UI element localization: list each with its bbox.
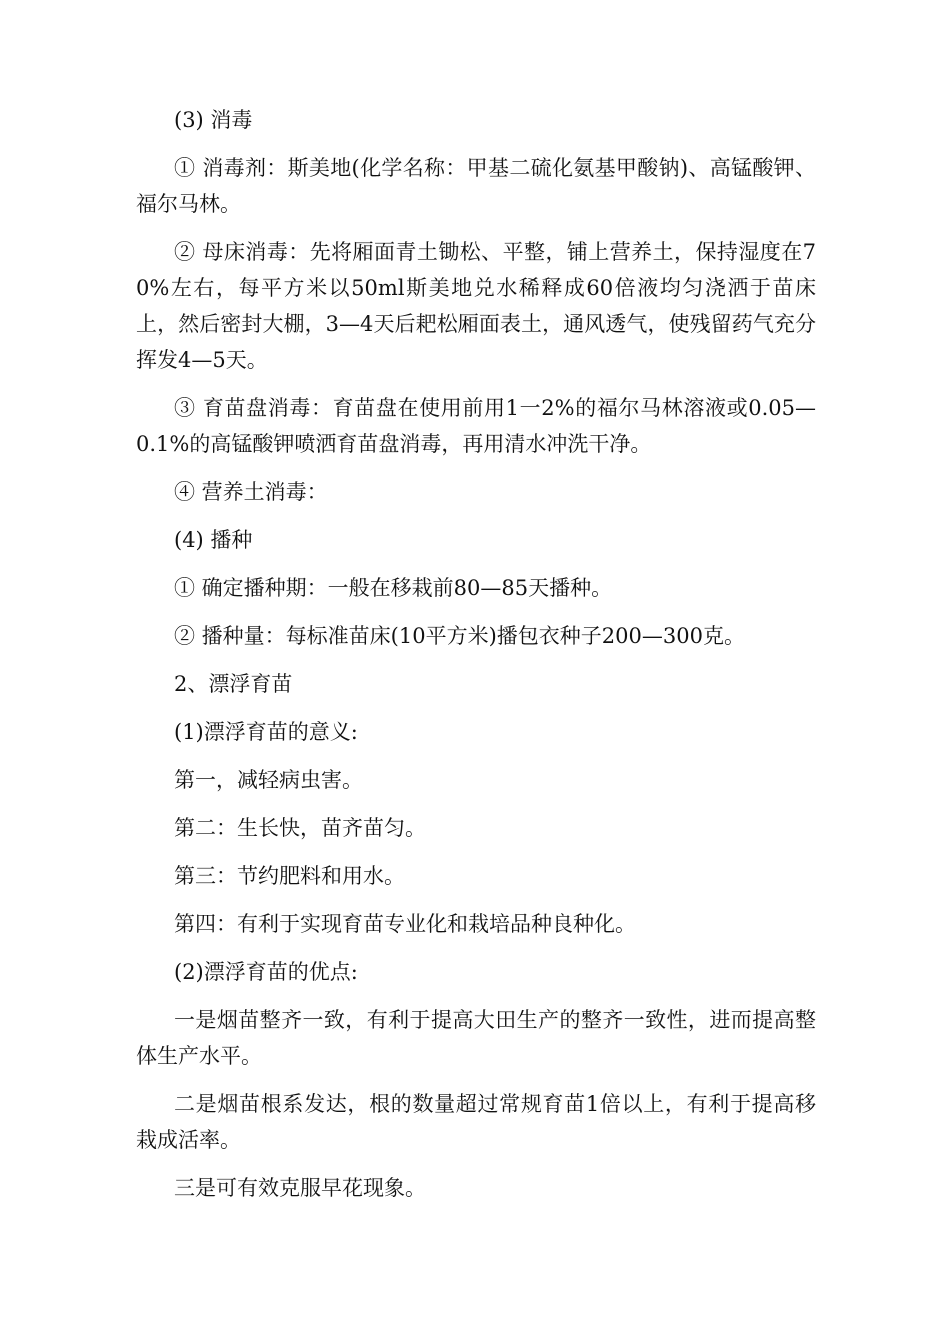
paragraph-sowing-amount: ② 播种量：每标准苗床(10平方米)播包衣种子200—300克。 — [174, 624, 745, 648]
document-body — [136, 102, 816, 1218]
subheading-advantages: (2)漂浮育苗的优点: — [174, 960, 358, 984]
paragraph-bed-disinfection: ② 母床消毒：先将厢面青土锄松、平整，铺上营养土，保持湿度在70%左右，每平方米以50ml斯美地兑水稀释成60倍液均匀浇洒于苗床上，然后密封大棚，3—4天后耙松厢面表土，通风透气，使残留药气充分挥发4—5天。 — [136, 240, 816, 372]
paragraph-sowing-period: ① 确定播种期：一般在移栽前80—85天播种。 — [174, 576, 613, 600]
paragraph-tray-disinfection: ③ 育苗盘消毒：育苗盘在使用前用1一2%的福尔马林溶液或0.05—0.1%的高锰酸钾喷洒育苗盘消毒，再用清水冲洗干净。 — [136, 396, 816, 456]
section-heading-disinfection: (3) 消毒 — [174, 108, 253, 132]
paragraph-disinfectant: ① 消毒剂：斯美地(化学名称：甲基二硫化氨基甲酸钠)、高锰酸钾、福尔马林。 — [136, 156, 816, 216]
list-item-third: 第三：节约肥料和用水。 — [174, 864, 405, 888]
subheading-significance: (1)漂浮育苗的意义: — [174, 720, 358, 744]
advantage-one: 一是烟苗整齐一致，有利于提高大田生产的整齐一致性，进而提高整体生产水平。 — [136, 1008, 816, 1068]
section-heading-sowing: (4) 播种 — [174, 528, 253, 552]
paragraph-soil-disinfection: ④ 营养土消毒： — [174, 480, 328, 504]
list-item-fourth: 第四：有利于实现育苗专业化和栽培品种良种化。 — [174, 912, 636, 936]
advantage-three: 三是可有效克服早花现象。 — [174, 1176, 426, 1200]
advantage-two: 二是烟苗根系发达，根的数量超过常规育苗1倍以上，有利于提高移栽成活率。 — [136, 1092, 816, 1152]
list-item-first: 第一，减轻病虫害。 — [174, 768, 363, 792]
list-item-second: 第二：生长快，苗齐苗匀。 — [174, 816, 426, 840]
section-heading-floating-seedling: 2、漂浮育苗 — [174, 672, 293, 696]
